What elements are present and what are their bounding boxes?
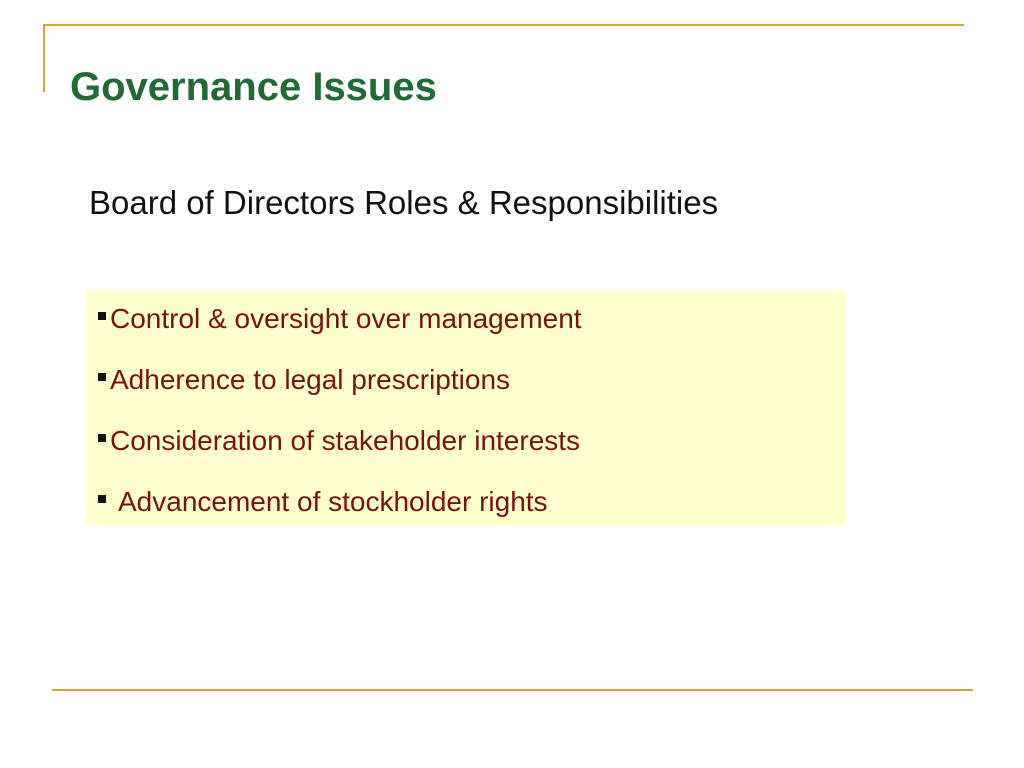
bullet-item xyxy=(98,301,582,337)
frame-bottom-line xyxy=(52,689,973,691)
bullet-list xyxy=(86,290,846,525)
bullet-text: Adherence to legal prescriptions xyxy=(110,364,511,395)
square-bullet-icon xyxy=(98,373,106,381)
slide-title: Governance Issues xyxy=(70,65,437,109)
frame-top-line xyxy=(43,24,964,26)
bullet-text: Consideration of stakeholder interests xyxy=(110,425,581,456)
bullet-item xyxy=(98,362,510,398)
square-bullet-icon xyxy=(98,434,106,442)
bullet-text: Advancement of stockholder rights xyxy=(118,486,548,517)
square-bullet-icon xyxy=(98,312,106,320)
bullet-item xyxy=(98,484,548,520)
bullet-item xyxy=(98,423,580,459)
frame-left-line xyxy=(43,24,45,92)
bullet-text: Control & oversight over management xyxy=(110,303,582,334)
slide-subtitle: Board of Directors Roles & Responsibilities xyxy=(89,184,719,221)
square-bullet-icon xyxy=(98,495,106,503)
